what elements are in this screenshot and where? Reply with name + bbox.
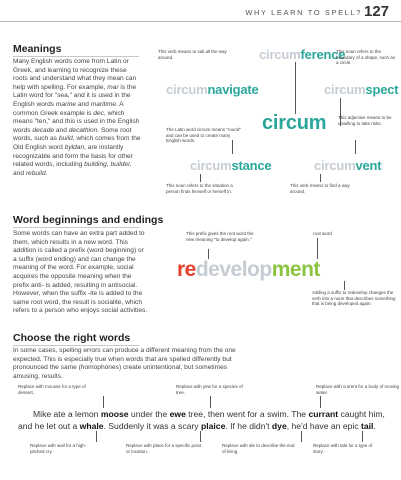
sentence-text: under the xyxy=(128,409,170,419)
sentence-text: tree, then went for a swim. The xyxy=(185,409,309,419)
homophone-word: tail xyxy=(361,421,374,431)
connector-line xyxy=(210,396,211,408)
note-currant: Replace with current for a body of moving water. xyxy=(316,384,400,395)
note-circumvent: This verb means to find a way around. xyxy=(290,183,350,194)
connector-line xyxy=(301,431,302,442)
word-circumspect: circumspect xyxy=(324,82,399,97)
beginnings-paragraph: Some words can have an extra part added to them, which results in a new word. This addition is called a prefix (word beginning) or a suffix (word ending) and can change the meaning of the word. For example, social acquires the opposite meaning when the prefix anti- is added, resulting in antisocial. However, when the suffix -ite is added to the same root word, the result is socialite, which refers to a person who enjoys social activities. xyxy=(13,230,148,315)
meanings-rule xyxy=(13,56,139,57)
header-divider xyxy=(0,21,401,22)
connector-line xyxy=(96,431,97,442)
sentence-text: and he let out a xyxy=(18,421,80,431)
note-suffix: Adding a suffix to redevelop changes the verb into a noun that describes something that is being developed again. xyxy=(312,290,396,307)
connector-line xyxy=(344,281,345,290)
homophone-word: ewe xyxy=(169,409,186,419)
connector-line xyxy=(103,396,104,408)
beginnings-heading: Word beginnings and endings xyxy=(13,214,164,226)
note-circumspect: This adjective means to be unwilling to take risks. xyxy=(338,115,392,126)
connector-line xyxy=(362,431,363,442)
meanings-paragraph: Many English words come from Latin or Greek, and learning to recognize these roots and understand what they mean can help with spelling. For example, mar is the Latin word for "sea," and it is used in the English words marine and maritime. A common Greek example is dec, which means "ten," and this is used in the English words decade and decathlon. Some root words, such as build, which comes from the Old English word byldan, are instantly recognizable and form the basis for other related words, including building, builder, and rebuild. xyxy=(13,58,141,177)
sentence-text: Mike ate a lemon xyxy=(33,409,101,419)
connector-line xyxy=(320,396,321,408)
note-dye: Replace with die to describe the end of living. xyxy=(222,443,295,454)
connector-line xyxy=(200,431,201,442)
homophone-word: dye xyxy=(271,421,287,431)
word-circumvent: circumvent xyxy=(314,158,382,173)
note-tail: Replace with tale for a type of story. xyxy=(313,443,373,454)
connector-line xyxy=(200,174,201,182)
note-circumnavigate: This verb means to sail all the way around. xyxy=(158,49,227,60)
connector-line xyxy=(317,238,318,259)
sentence-text: caught him, xyxy=(338,409,385,419)
sentence-text: , he'd have an epic xyxy=(286,421,361,431)
note-circum-root: The Latin word circum means "round" and can be used to create many English words. xyxy=(166,127,241,144)
page-number: 127 xyxy=(364,3,390,20)
note-prefix: This prefix gives the root word the new meaning "to develop again." xyxy=(186,231,254,242)
sentence-text: . If he didn't xyxy=(225,421,272,431)
word-circum-root: circum xyxy=(262,112,327,134)
connector-line xyxy=(320,174,321,182)
choose-heading: Choose the right words xyxy=(13,332,131,344)
note-circumference: This noun refers to the boundary of a shape, such as a circle. xyxy=(336,49,396,66)
note-whale: Replace with wail for a high-pitched cry. xyxy=(30,443,87,454)
word-circumnavigate: circumnavigate xyxy=(166,82,259,97)
connector-line xyxy=(355,140,356,154)
word-circumference: circumference xyxy=(259,47,346,62)
note-circumstance: This noun refers to the situation a person finds himself or herself in. xyxy=(166,183,233,194)
word-circumstance: circumstance xyxy=(190,158,272,173)
homophone-word: plaice xyxy=(200,421,226,431)
homophone-word: whale xyxy=(79,421,104,431)
running-header: WHY LEARN TO SPELL? xyxy=(245,8,362,17)
connector-line xyxy=(295,62,296,114)
choose-rule xyxy=(13,345,139,346)
sentence-text: . Suddenly it was a scary xyxy=(103,421,201,431)
note-plaice: Replace with place for a specific point or location. xyxy=(126,443,202,454)
connector-line xyxy=(232,140,233,154)
word-redevelopment: redevelopment xyxy=(177,258,320,281)
homophone-sentence-line-2 xyxy=(18,421,376,431)
choose-paragraph: In some cases, spelling errors can produce a different meaning from the one expected. This is especially true when words that are spelled differently but pronounced the same (homophones) create unintentional, but sometimes amusing, results. xyxy=(13,347,236,380)
note-moose: Replace with mousse for a type of dessert. xyxy=(18,384,86,395)
homophone-word: currant xyxy=(308,409,339,419)
beginnings-rule xyxy=(13,227,139,228)
homophone-word: moose xyxy=(100,409,129,419)
note-ewe: Replace with yew for a species of tree. xyxy=(176,384,243,395)
label-root-word: root word xyxy=(313,231,332,236)
sentence-text: . xyxy=(373,421,376,431)
meanings-heading: Meanings xyxy=(13,43,62,55)
homophone-sentence-line-1 xyxy=(33,409,385,419)
